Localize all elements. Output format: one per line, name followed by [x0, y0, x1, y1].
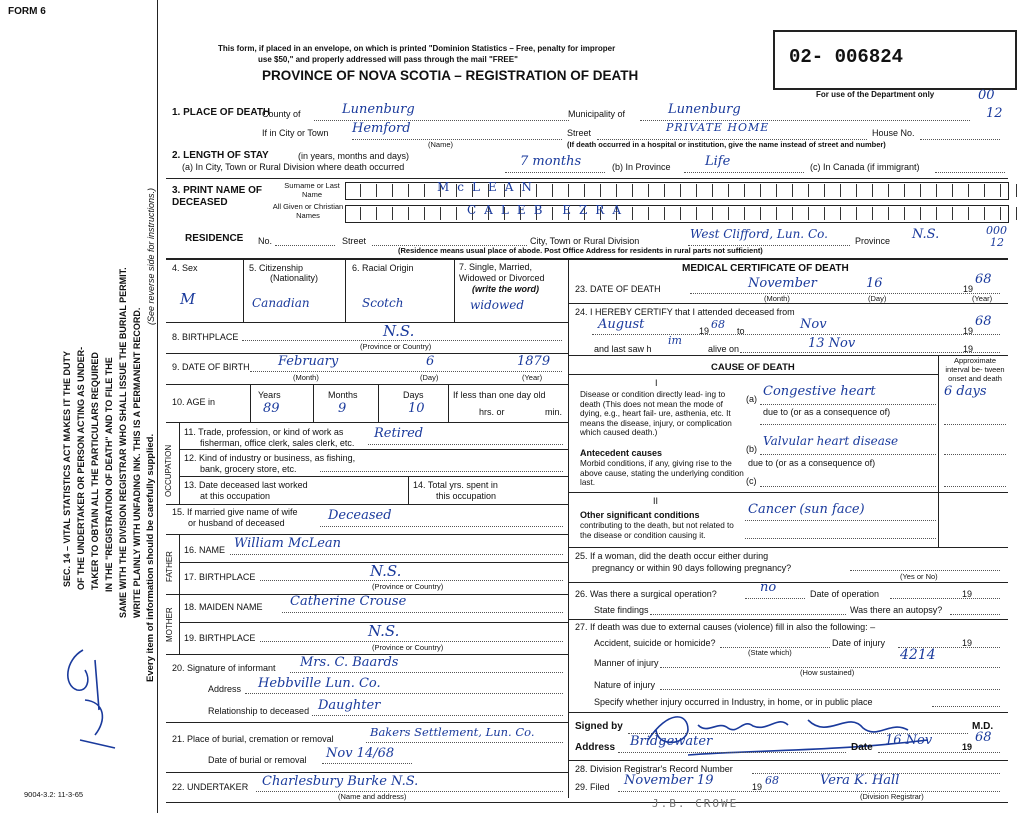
attended-from: August	[598, 317, 645, 332]
q13b-label: at this occupation	[200, 491, 271, 501]
md-label: M.D.	[972, 721, 994, 732]
other-text: contributing to the death, but not related to the disease or condition causing it.	[580, 521, 734, 540]
father-name-label: 16. NAME	[184, 545, 226, 555]
stay-b-label: (b) In Province	[612, 162, 671, 172]
burial-place: Bakers Settlement, Lun. Co.	[370, 725, 535, 739]
municipality-label: Municipality of	[568, 109, 626, 119]
birthplace-value: N.S.	[383, 322, 415, 340]
cause-other: Cancer (sun face)	[748, 502, 865, 517]
filed-date: November 19	[624, 773, 714, 788]
cause-b: Valvular heart disease	[763, 434, 899, 448]
dept-code-1: 00	[978, 88, 995, 103]
side-text-8: (See reverse side for instructions.)	[146, 187, 156, 325]
undertaker-caption: (Name and address)	[338, 792, 407, 801]
citizenship-value: Canadian	[252, 296, 310, 310]
residence-code-2: 12	[990, 236, 1004, 249]
county-value: Lunenburg	[342, 102, 415, 117]
notice-line2: use $50," and properly addressed will pass through the mail "FREE"	[258, 55, 518, 64]
dob-month: February	[278, 354, 339, 369]
roman-2: II	[653, 496, 659, 506]
father-name-value: William McLean	[234, 536, 342, 551]
death-day: 16	[866, 276, 883, 291]
q23-label: 23. DATE OF DEATH	[575, 284, 661, 294]
mother-side: MOTHER	[165, 607, 174, 642]
residence-code-1: 000	[986, 224, 1007, 237]
house-label: House No.	[872, 128, 915, 138]
marital-sub: (write the word)	[472, 284, 539, 294]
q29-label: 29. Filed	[575, 782, 610, 792]
side-text-1: SEC. 14 – VITAL STATISTICS ACT MAKES IT THE DUTY	[62, 350, 72, 587]
due-to-1: due to (or as a consequence of)	[763, 407, 891, 417]
cert-year-prefix: 19	[962, 742, 973, 752]
racial-value: Scotch	[362, 296, 404, 310]
signed-by-label: Signed by	[575, 721, 623, 732]
op-year-prefix: 19	[962, 589, 973, 599]
residence-city-value: West Clifford, Lun. Co.	[690, 227, 828, 241]
father-side: FATHER	[165, 551, 174, 582]
stay-c-label: (c) In Canada (if immigrant)	[810, 162, 920, 172]
mother-bp-label: 19. BIRTHPLACE	[184, 633, 256, 643]
margin-initials-signature	[55, 640, 125, 760]
disease-text: Disease or condition directly lead- ing to death (This does not mean the mode of dying, e.g., heart fail- ure, asthenia, etc. It means the disease, injury, or complication which caused death.)	[580, 390, 732, 437]
q24-label: 24. I HEREBY CERTIFY that I attended deceased from	[575, 307, 795, 317]
informant-sig: Mrs. C. Baards	[300, 655, 399, 670]
death-month-caption: (Month)	[764, 294, 790, 303]
filed-year: 68	[765, 774, 779, 787]
q27-label: 27. If death was due to external causes (violence) fill in also the following: –	[575, 622, 876, 632]
to-label: to	[737, 326, 745, 336]
autopsy-label: Was there an autopsy?	[850, 605, 943, 615]
informant-rel-label: Relationship to deceased	[208, 706, 310, 716]
cause-b-label: (b)	[746, 444, 757, 454]
interval-a: 6 days	[944, 384, 987, 399]
cause-a-label: (a)	[746, 394, 757, 404]
trade-value: Retired	[374, 426, 424, 441]
cause-a: Congestive heart	[763, 384, 876, 399]
dept-code-2: 12	[986, 106, 1003, 121]
side-text-4: IN THE "REGISTRATION OF DEATH" AND TO FILE THE	[104, 357, 114, 592]
hrs-label: hrs. or	[479, 407, 505, 417]
state-which-caption: (State which)	[748, 648, 792, 657]
birthplace-caption: (Province or Country)	[360, 342, 432, 351]
alive-date: 13 Nov	[808, 336, 856, 351]
nature-label: Nature of injury	[594, 680, 656, 690]
undertaker-value: Charlesbury Burke N.S.	[262, 774, 419, 789]
interval-label: Approximate interval be- tween onset and death	[945, 356, 1005, 383]
cert-date-label: Date	[851, 742, 873, 753]
alive-year-prefix: 19	[963, 344, 974, 354]
q15-label: 15. If married give name of wife	[172, 507, 298, 517]
other-title: Other significant conditions	[580, 510, 700, 520]
informant-sig-label: 20. Signature of informant	[172, 663, 276, 673]
age-months: 9	[338, 401, 347, 416]
dob-year-caption: (Year)	[522, 373, 543, 382]
min-label: min.	[545, 407, 563, 417]
cert-year: 68	[975, 730, 992, 745]
cause-title: CAUSE OF DEATH	[711, 362, 795, 373]
dob-label: 9. DATE OF BIRTH	[172, 362, 250, 372]
dob-day-caption: (Day)	[420, 373, 439, 382]
age-days: 10	[408, 401, 425, 416]
q25-label: 25. If a woman, did the death occur either during	[575, 551, 769, 561]
hospital-note: (If death occurred in a hospital or institution, give the name instead of street and number)	[567, 140, 886, 149]
q28-label: 28. Division Registrar's Record Number	[575, 764, 733, 774]
alive-on-label: alive on	[708, 344, 740, 354]
death-month: November	[748, 276, 817, 291]
form-id: FORM 6	[8, 6, 46, 17]
notice-line1: This form, if placed in an envelope, on which is printed "Dominion Statistics – Free, penalty for improper	[218, 44, 616, 53]
residence-label: RESIDENCE	[185, 233, 244, 244]
center-divider	[568, 258, 569, 798]
q14-label: 14. Total yrs. spent in	[413, 480, 498, 490]
sex-label: 4. Sex	[172, 263, 198, 273]
registrar-name: Vera K. Hall	[820, 773, 900, 788]
registration-number: 02- 006824	[789, 46, 904, 68]
q26-value: no	[760, 580, 777, 595]
to-year-prefix: 19	[963, 326, 974, 336]
racial-label: 6. Racial Origin	[352, 263, 414, 273]
doctor-address: Bridgewater	[630, 734, 713, 749]
state-findings-label: State findings	[594, 605, 649, 615]
manner-label: Manner of injury	[594, 658, 659, 668]
side-text-3: TAKER TO OBTAIN ALL THE PARTICULARS REQUIRED	[90, 352, 100, 590]
yes-no-caption: (Yes or No)	[900, 572, 938, 581]
name-label: 3. PRINT NAME OF DECEASED	[172, 185, 263, 208]
age-days-label: Days	[403, 390, 424, 400]
county-label: County of	[262, 109, 301, 119]
stay-b-value: Life	[705, 154, 731, 169]
mother-bp-value: N.S.	[368, 622, 400, 640]
q13-label: 13. Date deceased last worked	[184, 480, 308, 490]
injury-code: 4214	[900, 647, 936, 663]
less-day-label: If less than one day old	[453, 390, 546, 400]
given-label: All Given or Christian Names	[272, 202, 344, 220]
dob-month-caption: (Month)	[293, 373, 319, 382]
death-year-caption: (Year)	[972, 294, 993, 303]
citizenship-sub: (Nationality)	[270, 273, 319, 283]
q25b-label: pregnancy or within 90 days following pregnancy?	[592, 563, 792, 573]
informant-address: Hebbville Lun. Co.	[258, 676, 381, 691]
residence-city-label: City, Town or Rural Division	[530, 236, 640, 246]
informant-address-label: Address	[208, 684, 242, 694]
death-year: 68	[975, 272, 992, 287]
dept-use-label: For use of the Department only	[816, 90, 935, 99]
last-saw-label: and last saw h	[594, 344, 652, 354]
attended-to: Nov	[800, 317, 827, 332]
age-label: 10. AGE in	[172, 397, 216, 407]
mother-name-value: Catherine Crouse	[290, 594, 407, 609]
death-day-caption: (Day)	[868, 294, 887, 303]
residence-note: (Residence means usual place of abode. Post Office Address for residents in rural parts not sufficient)	[398, 246, 763, 255]
stay-a-value: 7 months	[520, 154, 582, 169]
medical-title: MEDICAL CERTIFICATE OF DEATH	[682, 263, 849, 274]
antecedent-text: Morbid conditions, if any, giving rise to the above cause, stating the underlying condition last.	[580, 459, 744, 487]
age-years: 89	[263, 401, 280, 416]
residence-province-value: N.S.	[912, 227, 940, 242]
street-value: PRIVATE HOME	[666, 121, 770, 134]
place-label: 1. PLACE OF DEATH	[172, 107, 271, 118]
side-text-2: OF THE UNDERTAKER OR PERSON ACTING AS UNDER-	[76, 346, 86, 590]
cert-date: 16 Nov	[885, 733, 933, 748]
form-code: 9004-3.2: 11-3-65	[24, 790, 84, 799]
city-label: If in City or Town	[262, 128, 329, 138]
attended-to-year: 68	[975, 314, 992, 329]
injury-year-prefix: 19	[962, 638, 973, 648]
accident-label: Accident, suicide or homicide?	[594, 638, 716, 648]
how-sustained-caption: (How sustained)	[800, 668, 855, 677]
mother-bp-caption: (Province or Country)	[372, 643, 444, 652]
residence-no-label: No.	[258, 236, 273, 246]
from-year-prefix: 19	[699, 326, 710, 336]
roman-1: I	[655, 378, 658, 388]
father-bp-label: 17. BIRTHPLACE	[184, 572, 256, 582]
city-value: Hemford	[352, 121, 411, 136]
burial-place-label: 21. Place of burial, cremation or removal	[172, 734, 334, 744]
marital-value: widowed	[470, 298, 525, 312]
cause-c-label: (c)	[746, 476, 757, 486]
attended-from-year: 68	[711, 318, 725, 331]
side-text-6: WRITE PLAINLY WITH UNFADING INK. THIS IS A PERMANENT RECORD.	[132, 307, 142, 618]
q12-label: 12. Kind of industry or business, as fishing,	[184, 453, 356, 463]
street-label: Street	[567, 128, 592, 138]
q26-label: 26. Was there a surgical operation?	[575, 589, 717, 599]
q11b-label: fisherman, office clerk, sales clerk, etc.	[200, 438, 355, 448]
surname-label: Surname or Last Name	[284, 181, 340, 199]
city-caption: (Name)	[428, 140, 454, 149]
surname-value: McLEAN	[437, 180, 540, 194]
filed-year-prefix: 19	[752, 782, 763, 792]
undertaker-label: 22. UNDERTAKER	[172, 782, 249, 792]
stay-a-label: (a) In City, Town or Rural Division where death occurred	[182, 162, 405, 172]
side-text-7: Every item of information should be carefully supplied.	[145, 433, 156, 682]
left-margin-line	[157, 0, 158, 813]
residence-street-label: Street	[342, 236, 367, 246]
q14b-label: this occupation	[436, 491, 497, 501]
informant-rel: Daughter	[318, 698, 381, 713]
occupation-side: OCCUPATION	[164, 444, 173, 497]
death-year-prefix: 19	[963, 284, 974, 294]
due-to-2: due to (or as a consequence of)	[748, 458, 876, 468]
marital-label: 7. Single, Married, Widowed or Divorced	[459, 262, 545, 283]
municipality-value: Lunenburg	[668, 102, 741, 117]
burial-date: Nov 14/68	[326, 746, 395, 761]
specify-label: Specify whether injury occurred in Industry, in home, or in public place	[594, 697, 873, 707]
given-value: CALEB EZRA	[467, 203, 630, 217]
antecedent-title: Antecedent causes	[580, 448, 663, 458]
dob-year: 1879	[517, 354, 551, 369]
registrar-caption: (Division Registrar)	[860, 792, 924, 801]
age-years-label: Years	[258, 390, 281, 400]
address-label: Address	[575, 742, 616, 753]
form-title: PROVINCE OF NOVA SCOTIA – REGISTRATION OF DEATH	[262, 68, 639, 83]
registration-number-box	[773, 30, 1017, 90]
date-op-label: Date of operation	[810, 589, 880, 599]
date-injury-label: Date of injury	[832, 638, 886, 648]
registrar-stamp: J.B. CROWE	[652, 797, 739, 810]
mother-name-label: 18. MAIDEN NAME	[184, 602, 263, 612]
q15b-label: or husband of deceased	[188, 518, 285, 528]
q11-label: 11. Trade, profession, or kind of work as	[184, 427, 344, 437]
father-bp-caption: (Province or Country)	[372, 582, 444, 591]
side-text-5: SAME WITH THE DIVISION REGISTRAR WHO SHALL ISSUE THE BURIAL PERMIT.	[118, 267, 128, 618]
citizenship-label: 5. Citizenship	[249, 263, 304, 273]
birthplace-label: 8. BIRTHPLACE	[172, 332, 239, 342]
father-bp-value: N.S.	[370, 562, 402, 580]
q12b-label: bank, grocery store, etc.	[200, 464, 297, 474]
age-months-label: Months	[328, 390, 358, 400]
residence-province-label: Province	[855, 236, 891, 246]
stay-sub: (in years, months and days)	[298, 151, 410, 161]
spouse-value: Deceased	[328, 508, 392, 523]
last-saw-h: im	[668, 334, 682, 347]
stay-label: 2. LENGTH OF STAY	[172, 150, 269, 161]
burial-date-label: Date of burial or removal	[208, 755, 307, 765]
dob-day: 6	[426, 354, 435, 369]
sex-value: M	[180, 290, 196, 308]
